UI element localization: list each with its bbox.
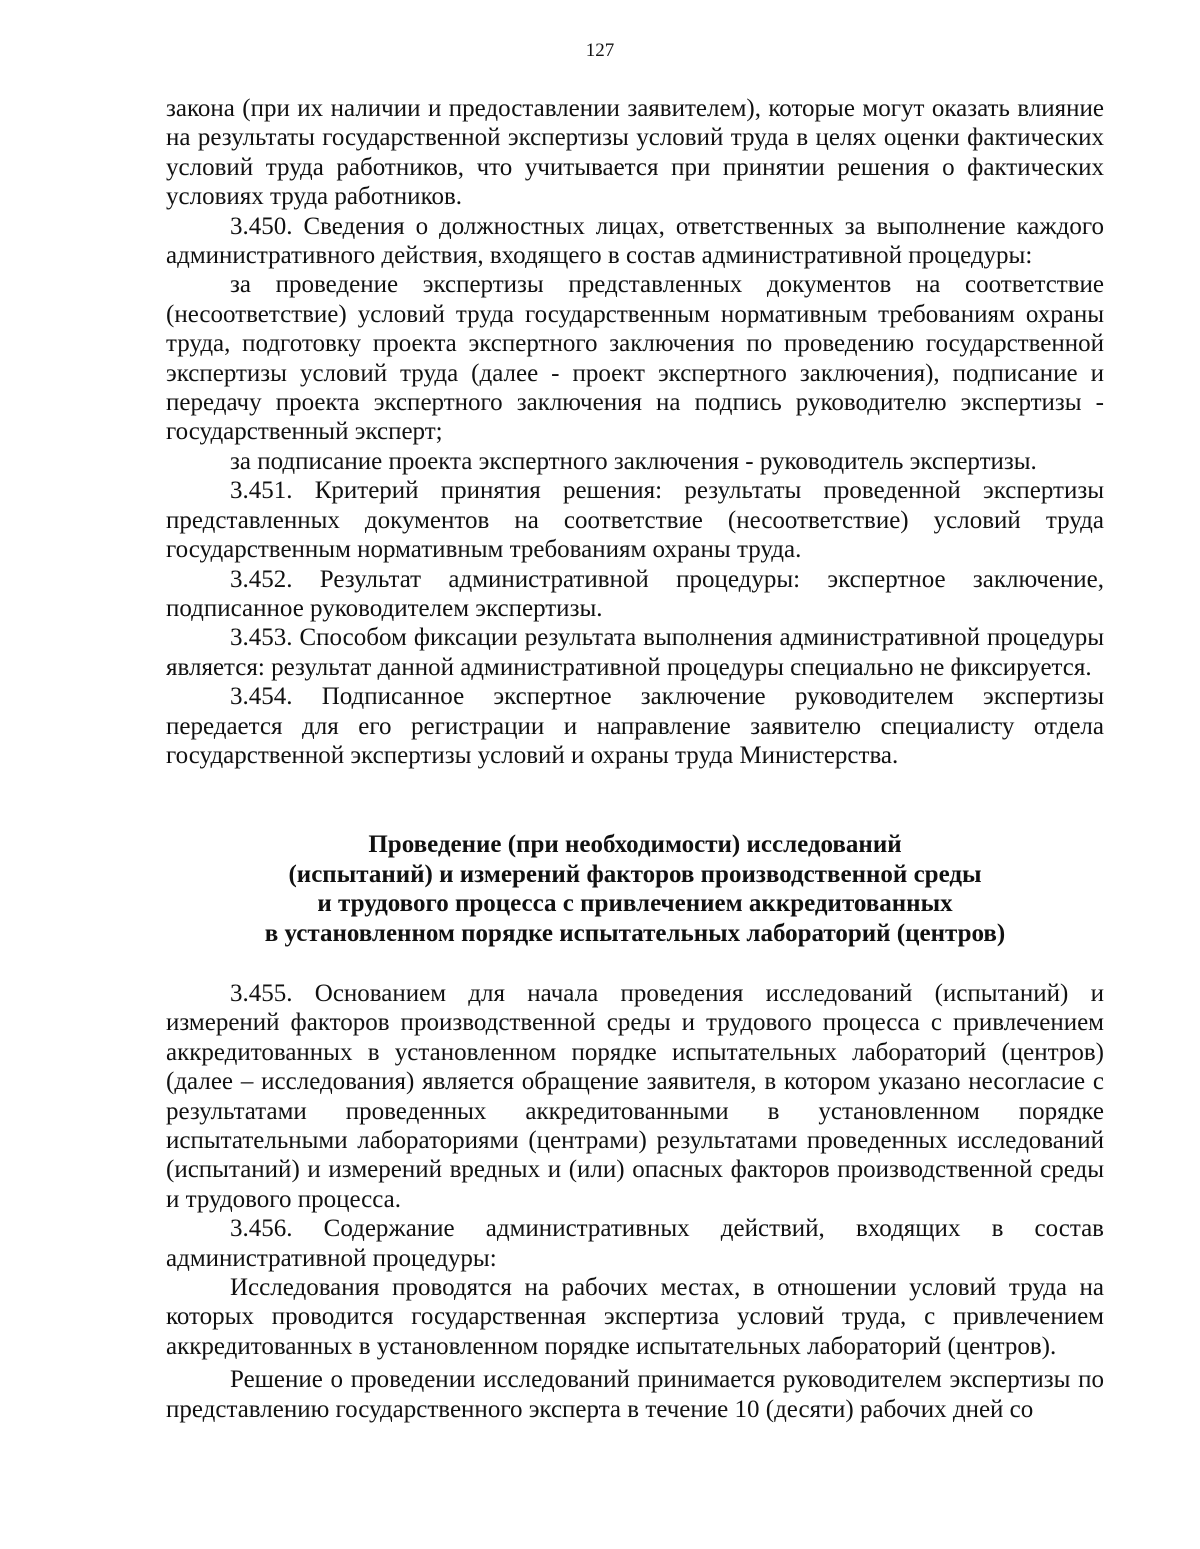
paragraph-3-454: 3.454. Подписанное экспертное заключение руководителем экспертизы передается для его регистрации и направление заявителю специалисту отдела государственной экспертизы условий и охраны труда Министерства.	[166, 683, 1104, 769]
body-text-bottom	[166, 979, 1104, 1424]
paragraph-responsible-head: за подписание проекта экспертного заключения - руководитель экспертизы.	[230, 447, 1037, 475]
paragraph-3-450: 3.450. Сведения о должностных лицах, ответственных за выполнение каждого административного действия, входящего в состав административной процедуры:	[166, 212, 1104, 270]
body-text-top	[166, 94, 1104, 770]
paragraph-3-455: 3.455. Основанием для начала проведения исследований (испытаний) и измерений факторов производственной среды и трудового процесса с привлечением аккредитованных в установленном порядке испытательных лабораторий (центров) (далее – исследования) является обращение заявителя, в котором указано несогласие с результатами проведенных аккредитованными в установленном порядке испытательными лабораториями (центрами) результатами проведенных исследований (испытаний) и измерений вредных и (или) опасных факторов производственной среды и трудового процесса.	[166, 980, 1104, 1213]
page-number: 127	[585, 40, 615, 61]
paragraph-3-453: 3.453. Способом фиксации результата выполнения административной процедуры является: результат данной административной процедуры специально не фиксируется.	[166, 624, 1104, 681]
paragraph-responsible-expert: за проведение экспертизы представленных документов на соответствие (несоответствие) условий труда государственным нормативным требованиям охраны труда, подготовку проекта экспертного заключения по проведению государственной экспертизы условий труда (далее - проект экспертного заключения), подписание и передачу проекта экспертного заключения на подпись руководителю экспертизы - государственный эксперт;	[166, 271, 1104, 446]
heading-line-1: Проведение (при необходимости) исследований	[368, 831, 902, 858]
heading-line-2: (испытаний) и измерений факторов производственной среды	[288, 860, 982, 888]
paragraph-continuation: закона (при их наличии и предоставлении заявителем), которые могут оказать влияние на результаты государственной экспертизы условий труда в целях оценки фактических условий труда работников, что учитывается при принятии решения о фактических условиях труда работников.	[166, 95, 1104, 211]
paragraph-3-451: 3.451. Критерий принятия решения: результаты проведенной экспертизы представленных документов на соответствие (несоответствие) условий труда государственным нормативным требованиям охраны труда.	[166, 477, 1104, 564]
paragraph-research-places: Исследования проводятся на рабочих местах, в отношении условий труда на которых проводится государственная экспертиза условий труда, с привлечением аккредитованных в установленном порядке испытательных лабораторий (центров).	[166, 1274, 1104, 1360]
paragraph-3-456: 3.456. Содержание административных действий, входящих в состав административной процедуры:	[166, 1215, 1104, 1272]
paragraph-3-452: 3.452. Результат административной процедуры: экспертное заключение, подписанное руководителем экспертизы.	[166, 565, 1104, 622]
paragraph-research-decision: Решение о проведении исследований принимается руководителем экспертизы по представлению государственного эксперта в течение 10 (десяти) рабочих дней со	[166, 1366, 1104, 1423]
heading-line-4: в установленном порядке испытательных лабораторий (центров)	[264, 919, 1006, 947]
heading-line-3: и трудового процесса с привлечением аккредитованных	[317, 890, 953, 917]
section-heading	[166, 830, 1104, 948]
